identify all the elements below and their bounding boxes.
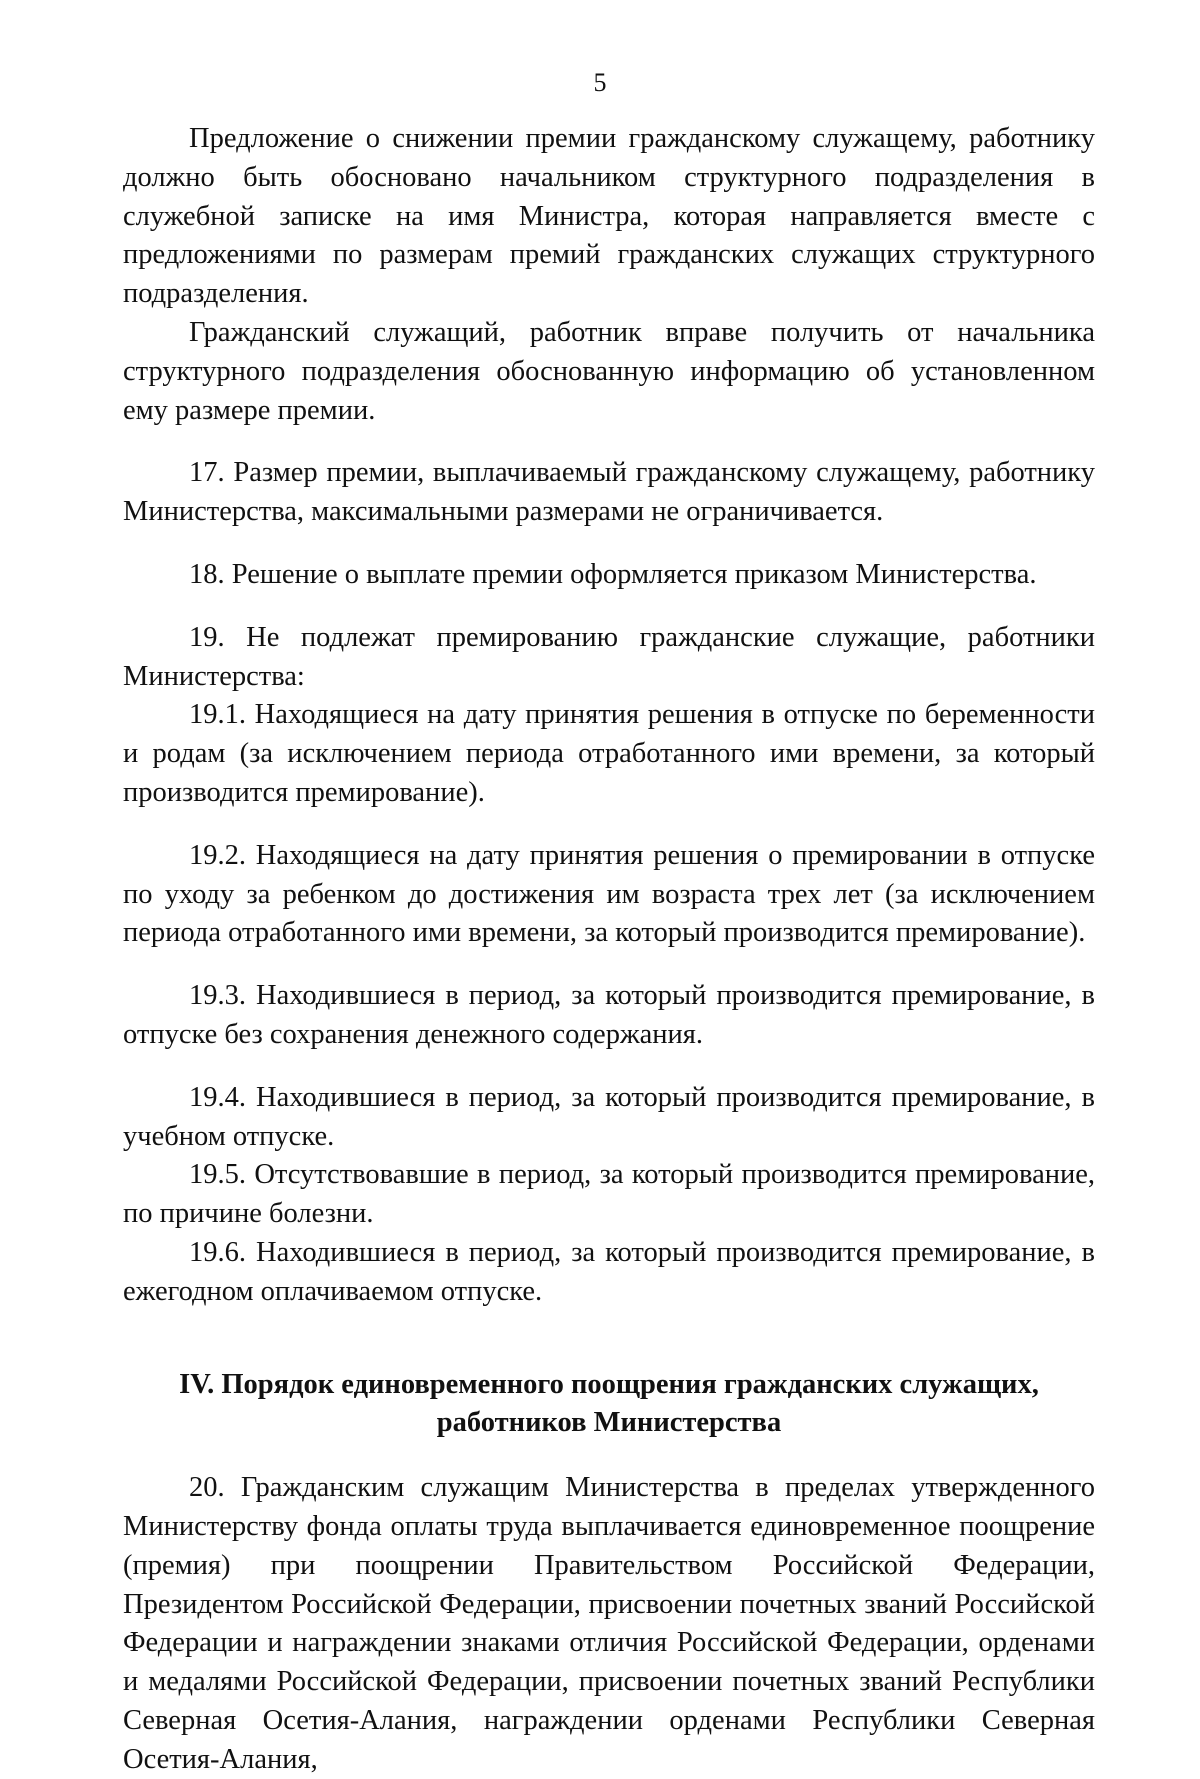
paragraph-18: 18. Решение о выплате премии оформляется приказом Министерства. [189, 558, 1037, 590]
section-heading [123, 1366, 1095, 1444]
paragraph-19-4: 19.4. Находившиеся в период, за который производится премирование, в учебном отпуске. [123, 1081, 1095, 1152]
document-body [123, 120, 1095, 1779]
paragraph-19-1: 19.1. Находящиеся на дату принятия решения в отпуске по беременности и родам (за исключением периода отработанного ими времени, за который производится премирование). [123, 699, 1095, 808]
section-heading-line-2: работников Министерства [436, 1407, 782, 1439]
paragraph-19-2: 19.2. Находящиеся на дату принятия решения о премировании в отпуске по уходу за ребенком до достижения им возраста трех лет (за исключением периода отработанного ими времени, за который производится премирование). [123, 839, 1095, 949]
paragraph-19-3: 19.3. Находившиеся в период, за который производится премирование, в отпуске без сохранения денежного содержания. [123, 980, 1095, 1050]
paragraph-right-to-information: Гражданский служащий, работник вправе получить от начальника структурного подразделения обоснованную информацию об установленном ему размере премии. [123, 316, 1095, 426]
section-heading-line-1: IV. Порядок единовременного поощрения гражданских служащих, [179, 1368, 1039, 1400]
paragraph-bonus-reduction: Предложение о снижении премии гражданскому служащему, работнику должно быть обосновано начальником структурного подразделения в служебной записке на имя Министра, которая направляется вместе с предложениями по размерам премий гражданских служащих структурного подразделения. [123, 123, 1095, 310]
paragraph-19-6: 19.6. Находившиеся в период, за который производится премирование, в ежегодном оплачиваемом отпуске. [123, 1236, 1095, 1307]
page-number: 5 [593, 68, 607, 97]
paragraph-20: 20. Гражданским служащим Министерства в пределах утвержденного Министерству фонда оплаты труда выплачивается единовременное поощрение (премия) при поощрении Правительством Российской Федерации, Президентом Российской Федерации, присвоении почетных званий Российской Федерации и награждении знаками отличия Российской Федерации, орденами и медалями Российской Федерации, присвоении почетных званий Республики Северная Осетия-Алания, награждении орденами Республики Северная Осетия-Алания, [123, 1472, 1095, 1775]
paragraph-17: 17. Размер премии, выплачиваемый гражданскому служащему, работнику Министерства, максимальными размерами не ограничивается. [123, 457, 1095, 528]
paragraph-19-5: 19.5. Отсутствовавшие в период, за который производится премирование, по причине болезни. [123, 1159, 1095, 1230]
paragraph-19: 19. Не подлежат премированию гражданские служащие, работники Министерства: [123, 621, 1095, 692]
